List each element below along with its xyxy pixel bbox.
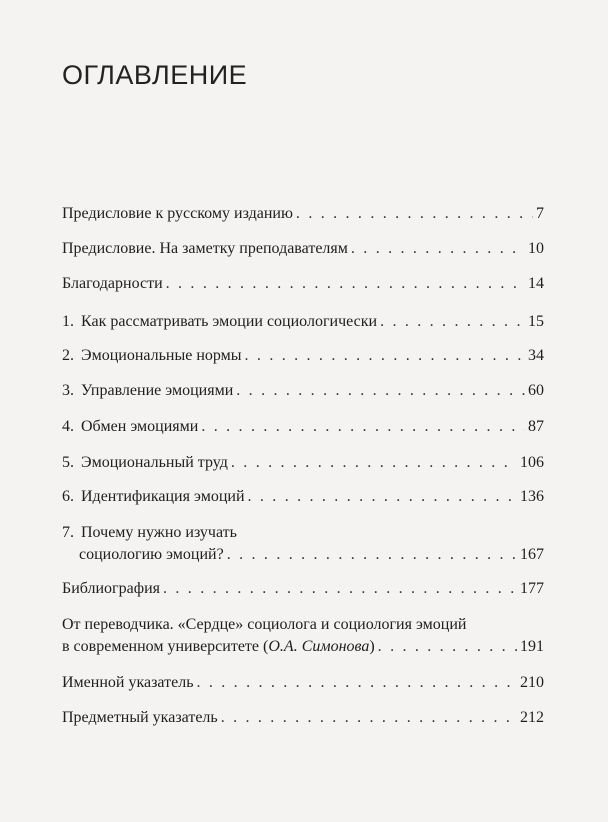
toc-entry-title: Управление эмоциями: [81, 382, 234, 399]
toc-entry: [62, 522, 544, 566]
toc-entry-page: 136: [520, 488, 544, 505]
toc-entry-number: 1.: [62, 313, 74, 330]
toc-entry-page: 177: [520, 580, 544, 597]
toc-entry-number: 4.: [62, 418, 74, 435]
translator-name: О.А. Симонова: [268, 638, 370, 655]
toc-entry-number: 6.: [62, 488, 74, 505]
toc-entry: [62, 578, 544, 600]
toc-entry: [62, 273, 544, 295]
toc-entry-page: 7: [536, 205, 544, 222]
toc-entry-page: 191: [520, 638, 544, 655]
toc-entry-title: Обмен эмоциями: [81, 418, 199, 435]
dot-leader: [380, 311, 525, 333]
toc-entry-page: 106: [520, 454, 544, 471]
toc-entry-title-continued: [62, 636, 375, 658]
toc-entry-page: 14: [528, 275, 544, 292]
toc-entry-title-part: в современном университете (: [62, 638, 269, 655]
toc-entry-title: Предметный указатель: [62, 709, 218, 726]
toc-entry-page: 34: [528, 347, 544, 364]
toc-entry-page: 10: [528, 240, 544, 257]
toc-entry: [62, 486, 544, 508]
dot-leader: [196, 672, 517, 694]
dot-leader: [351, 238, 525, 260]
toc-entry-title: Почему нужно изучать: [81, 524, 237, 541]
toc-entry-title: Эмоциональный труд: [81, 454, 228, 471]
toc-heading: ОГЛАВЛЕНИЕ: [62, 60, 248, 90]
dot-leader: [378, 636, 517, 658]
toc-entry: [62, 614, 544, 658]
toc-entry-page: 212: [520, 709, 544, 726]
toc-entry-title: Предисловие. На заметку преподавателям: [62, 240, 348, 257]
dot-leader: [221, 707, 517, 729]
dot-leader: [236, 380, 525, 402]
toc-entry-title: Именной указатель: [62, 674, 194, 691]
toc-entry-number: 7.: [62, 524, 74, 541]
toc-entry-number: 5.: [62, 454, 74, 471]
toc-entry: [62, 311, 544, 333]
toc-entry: [62, 238, 544, 260]
dot-leader: [245, 345, 525, 367]
toc-entry: [62, 707, 544, 729]
dot-leader: [248, 486, 518, 508]
dot-leader: [231, 452, 517, 474]
dot-leader: [201, 416, 525, 438]
toc-entry-title: Благодарности: [62, 275, 163, 292]
dot-leader: [166, 273, 525, 295]
toc-entry: [62, 345, 544, 367]
toc-entry-page: 210: [520, 674, 544, 691]
toc-entry-number: 3.: [62, 382, 74, 399]
dot-leader: [227, 544, 517, 566]
dot-leader: [163, 578, 517, 600]
toc-entry-title: Как рассматривать эмоции социологически: [81, 313, 378, 330]
toc-entry-page: 167: [520, 546, 544, 563]
toc-entry-title: Идентификация эмоций: [81, 488, 245, 505]
toc-entry-page: 60: [528, 382, 544, 399]
toc-entry-title: От переводчика. «Сердце» социолога и социология эмоций: [62, 616, 467, 633]
toc-entry: [62, 672, 544, 694]
toc-entry-page: 15: [528, 313, 544, 330]
toc-entry-title: Предисловие к русскому изданию: [62, 205, 293, 222]
toc-entry: [62, 452, 544, 474]
toc-entry-number: 2.: [62, 347, 74, 364]
toc-entry-title: Библиография: [62, 580, 160, 597]
toc-entry: [62, 203, 544, 225]
toc-entry-title-continued: социологию эмоций?: [79, 546, 224, 563]
toc-entry: [62, 380, 544, 402]
toc-entry: [62, 416, 544, 438]
toc-entry-page: 87: [528, 418, 544, 435]
dot-leader: [296, 203, 533, 225]
toc-entry-title-part: ): [369, 638, 375, 655]
toc-entry-title: Эмоциональные нормы: [81, 347, 242, 364]
